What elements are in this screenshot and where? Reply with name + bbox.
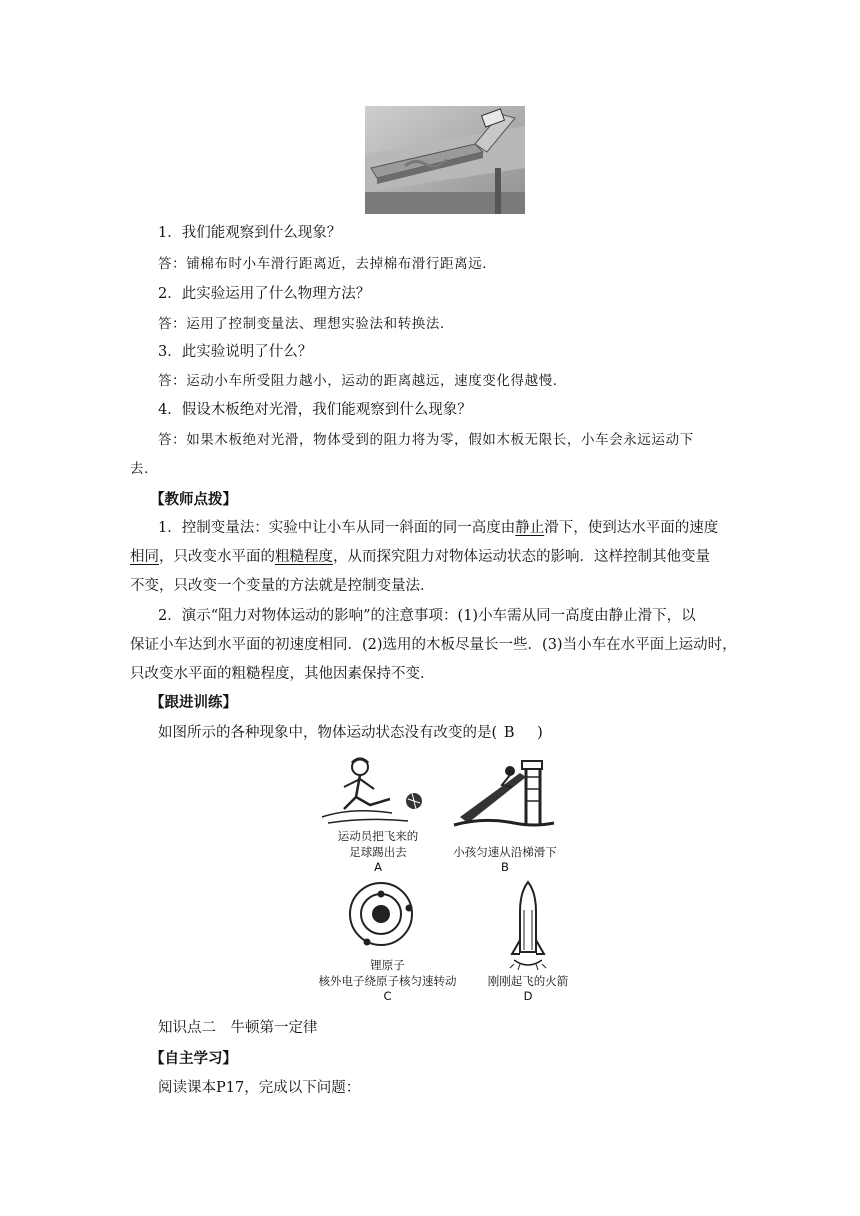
practice-answer: B [503,725,515,741]
figure-c-caption-1: 锂原子 [370,958,405,972]
underlined-static: 静止 [515,520,545,536]
answer-4-line2: 去． [130,461,159,477]
figure-a [318,755,438,827]
practice-heading: 【跟进训练】 [150,695,237,711]
section2-heading: 【自主学习】 [150,1051,237,1067]
figure-a-letter: A [374,860,382,874]
question-4: 4．假设木板绝对光滑，我们能观察到什么现象？ [158,402,472,418]
figure-c-letter: C [383,989,392,1003]
teacher-p1-text2: 滑下，使到达水平面的速度 [544,520,719,536]
teacher-p1-line1 [158,518,718,538]
teacher-p2-line2: 保证小车达到水平面的初速度相同．(2)选用的木板尽量长一些．(3)当小车在水平面上运动时， [130,637,737,653]
experiment-photo [365,106,525,214]
teacher-heading: 【教师点拨】 [150,492,237,508]
figure-b-letter: B [501,860,509,874]
underlined-roughness: 粗糙程度 [275,549,333,565]
rocket-launch-icon [508,880,548,972]
teacher-p1-line2 [130,547,710,567]
teacher-p1-line3: 不变，只改变一个变量的方法就是控制变量法． [130,578,435,594]
teacher-p2-line3: 只改变水平面的粗糙程度，其他因素保持不变． [130,666,435,682]
section2-text: 阅读课本P17，完成以下问题： [158,1080,361,1096]
practice-question [158,723,543,743]
answer-2: 答：运用了控制变量法、理想实验法和转换法． [158,316,455,332]
underlined-same: 相同 [130,549,159,565]
figure-d [508,880,548,972]
figure-a-caption-1: 运动员把飞来的 [337,829,419,843]
question-3: 3．此实验说明了什么？ [158,344,313,360]
practice-close-paren: ) [537,725,543,741]
incline-cart-experiment-photo-icon [365,106,525,214]
teacher-p2-line1: 2．演示“阻力对物体运动的影响”的注意事项：(1)小车需从同一高度由静止滑下，以 [158,608,696,624]
question-2: 2．此实验运用了什么物理方法？ [158,286,371,302]
figure-c [345,880,417,948]
teacher-p1-text3: ，只改变水平面的 [159,549,275,565]
answer-1: 答：铺棉布时小车滑行距离近，去掉棉布滑行距离远． [158,256,497,272]
figure-d-letter: D [523,989,533,1003]
section2-title: 知识点二 牛顿第一定律 [158,1020,318,1036]
child-slide-icon [452,755,557,827]
figure-c-caption-2: 核外电子绕原子核匀速转动 [318,974,457,988]
figure-a-caption-2: 足球踢出去 [349,845,407,859]
lithium-atom-icon [345,880,417,948]
soccer-kick-icon [318,755,438,827]
practice-question-text: 如图所示的各种现象中，物体运动状态没有改变的是( [158,725,498,741]
teacher-p1-text1: 1．控制变量法：实验中让小车从同一斜面的同一高度由 [158,520,516,536]
figure-b [452,755,557,827]
answer-3: 答：运动小车所受阻力越小，运动的距离越远，速度变化得越慢． [158,373,567,389]
teacher-p1-text4: ，从而探究阻力对物体运动状态的影响．这样控制其他变量 [333,549,710,565]
figure-d-caption-1: 刚刚起飞的火箭 [487,974,569,988]
figure-b-caption-1: 小孩匀速从沿梯滑下 [453,845,557,859]
answer-4-line1: 答：如果木板绝对光滑，物体受到的阻力将为零，假如木板无限长，小车会永远运动下 [158,432,694,448]
question-1: 1．我们能观察到什么现象？ [158,225,342,241]
